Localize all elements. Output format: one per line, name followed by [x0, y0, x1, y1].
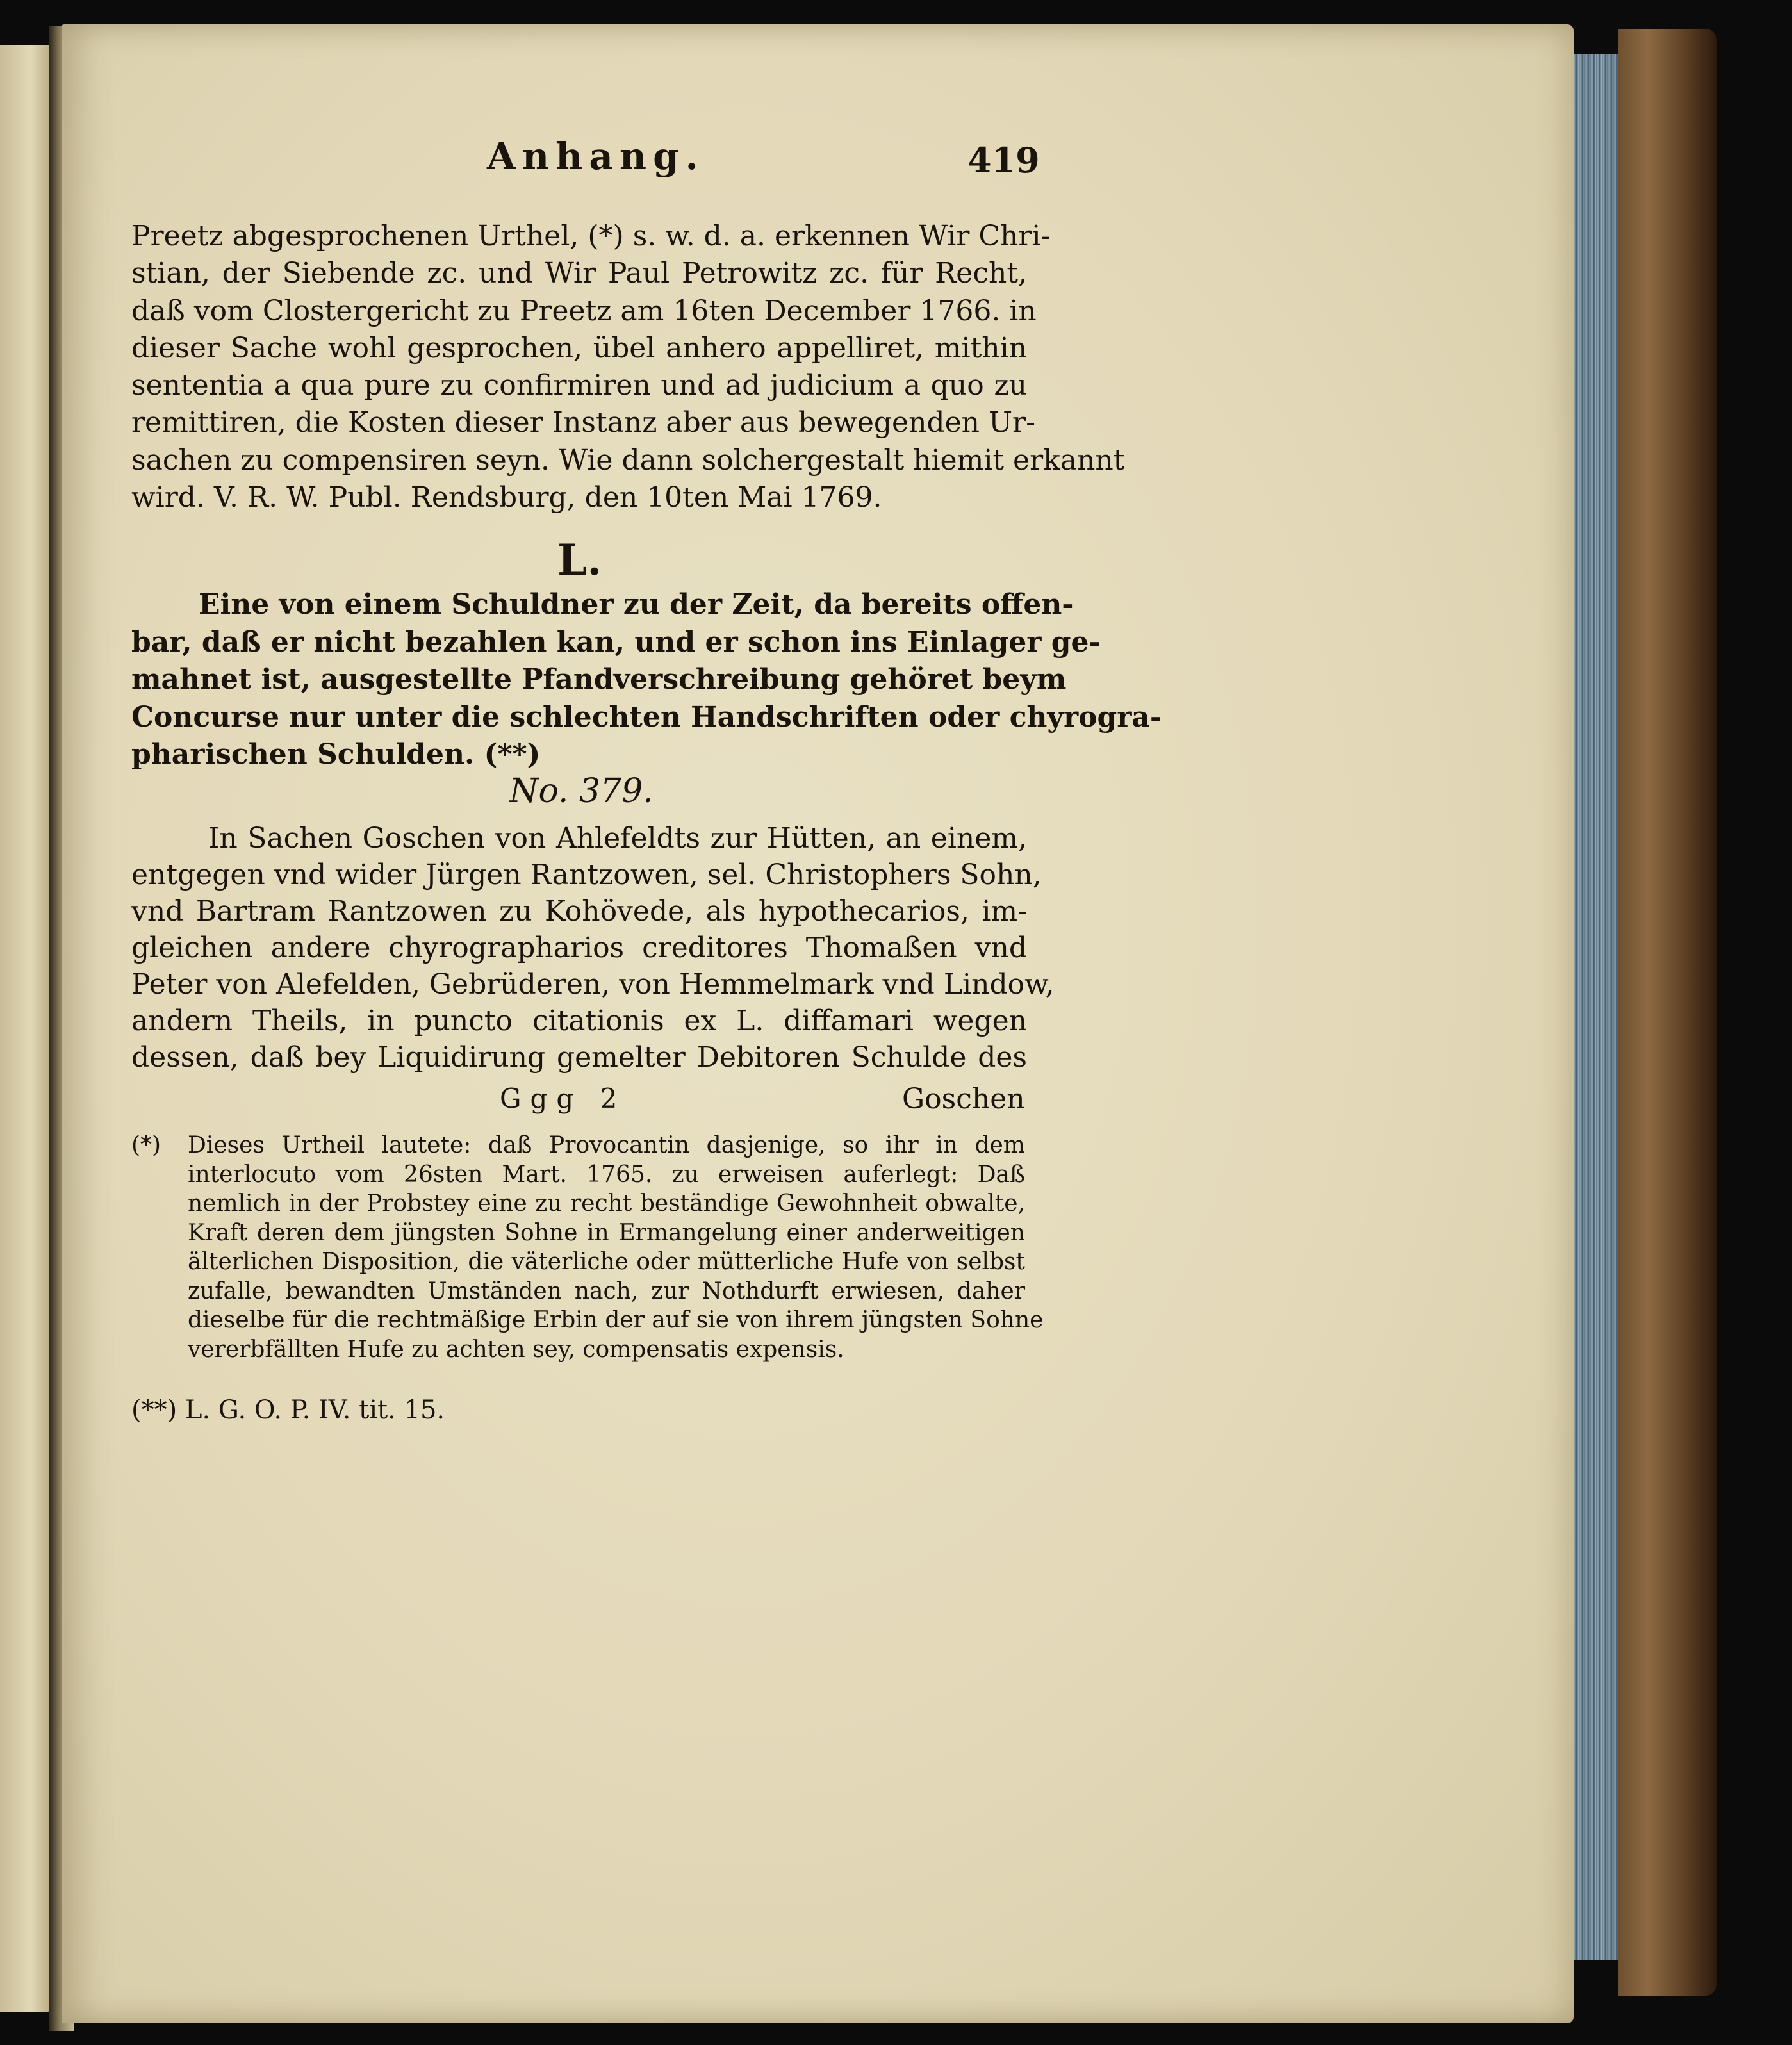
text-line: dessen, daß bey Liquidirung gemelter Debitoren Schulde des	[131, 1041, 1027, 1074]
section-heading	[131, 586, 1162, 774]
text-line: stian, der Siebende zc. und Wir Paul Petrowitz zc. für Recht,	[131, 257, 1027, 290]
text-line: andern Theils, in puncto citationis ex L. diffamari wegen	[131, 1005, 1027, 1037]
text-line: gleichen andere chyrographarios creditores Thomaßen vnd	[131, 932, 1027, 964]
footnote-line: älterlichen Disposition, die väterliche oder mütterliche Hufe von selbst	[188, 1249, 1025, 1275]
footnote-line: Kraft deren dem jüngsten Sohne in Ermangelung einer anderweitigen	[188, 1219, 1025, 1246]
footnote-marker: (*)	[131, 1132, 161, 1158]
footnote-1	[131, 1131, 1044, 1364]
footnote-line: Dieses Urtheil lautete: daß Provocantin dasjenige, so ihr in dem	[188, 1132, 1025, 1158]
signature-mark: Ggg 2	[500, 1083, 627, 1114]
heading-line: bar, daß er nicht bezahlen kan, und er schon ins Einlager ge-	[131, 625, 1101, 659]
text-line: wird. V. R. W. Publ. Rendsburg, den 10ten Mai 1769.	[131, 481, 882, 514]
text-line: daß vom Clostergericht zu Preetz am 16ten December 1766. in	[131, 294, 1037, 327]
case-paragraph	[131, 820, 1055, 1076]
footnote-2: (**) L. G. O. P. IV. tit. 15.	[131, 1395, 445, 1425]
text-line: In Sachen Goschen von Ahlefeldts zur Hütten, an einem,	[208, 822, 1027, 855]
footnote-line: interlocuto vom 26sten Mart. 1765. zu erweisen auferlegt: Daß	[188, 1161, 1025, 1188]
catchword: Goschen	[902, 1083, 1025, 1115]
text-line: sachen zu compensiren seyn. Wie dann solchergestalt hiemit erkannt	[131, 443, 1125, 477]
text-line: vnd Bartram Rantzowen zu Kohövede, als hypothecarios, im-	[131, 895, 1027, 928]
book-cover-edge	[1618, 29, 1717, 1996]
text-line: entgegen vnd wider Jürgen Rantzowen, sel. Christophers Sohn,	[131, 858, 1042, 891]
heading-line: Concurse nur unter die schlechten Handschriften oder chyrogra-	[131, 700, 1162, 734]
left-page-edge	[0, 45, 51, 2012]
footnote-line: nemlich in der Probstey eine zu recht beständige Gewohnheit obwalte,	[188, 1190, 1025, 1217]
footnote-line: zufalle, bewandten Umständen nach, zur Nothdurft erwiesen, daher	[188, 1277, 1025, 1304]
text-line: dieser Sache wohl gesprochen, übel anhero appelliret, mithin	[131, 331, 1027, 365]
heading-line: pharischen Schulden. (**)	[131, 738, 541, 771]
running-header-title: Anhang.	[487, 135, 705, 178]
judgment-paragraph	[131, 218, 1125, 516]
footnote-line: vererbfällten Hufe zu achten sey, compensatis expensis.	[188, 1336, 844, 1363]
text-line: Preetz abgesprochenen Urthel, (*) s. w. d. a. erkennen Wir Chri-	[131, 220, 1051, 252]
page-number: 419	[967, 140, 1040, 181]
section-letter: L.	[557, 535, 602, 585]
heading-line: Eine von einem Schuldner zu der Zeit, da bereits offen-	[199, 588, 1074, 621]
text-line: Peter von Alefelden, Gebrüderen, von Hemmelmark vnd Lindow,	[131, 968, 1055, 1001]
text-line: sententia a qua pure zu confirmiren und ad judicium a quo zu	[131, 369, 1027, 402]
heading-line: mahnet ist, ausgestellte Pfandverschreibung gehöret beym	[131, 663, 1067, 696]
footnote-line: dieselbe für die rechtmäßige Erbin der auf sie von ihrem jüngsten Sohne	[188, 1307, 1044, 1333]
case-number: No. 379.	[509, 772, 654, 810]
text-line: remittiren, die Kosten dieser Instanz aber aus bewegenden Ur-	[131, 406, 1035, 439]
